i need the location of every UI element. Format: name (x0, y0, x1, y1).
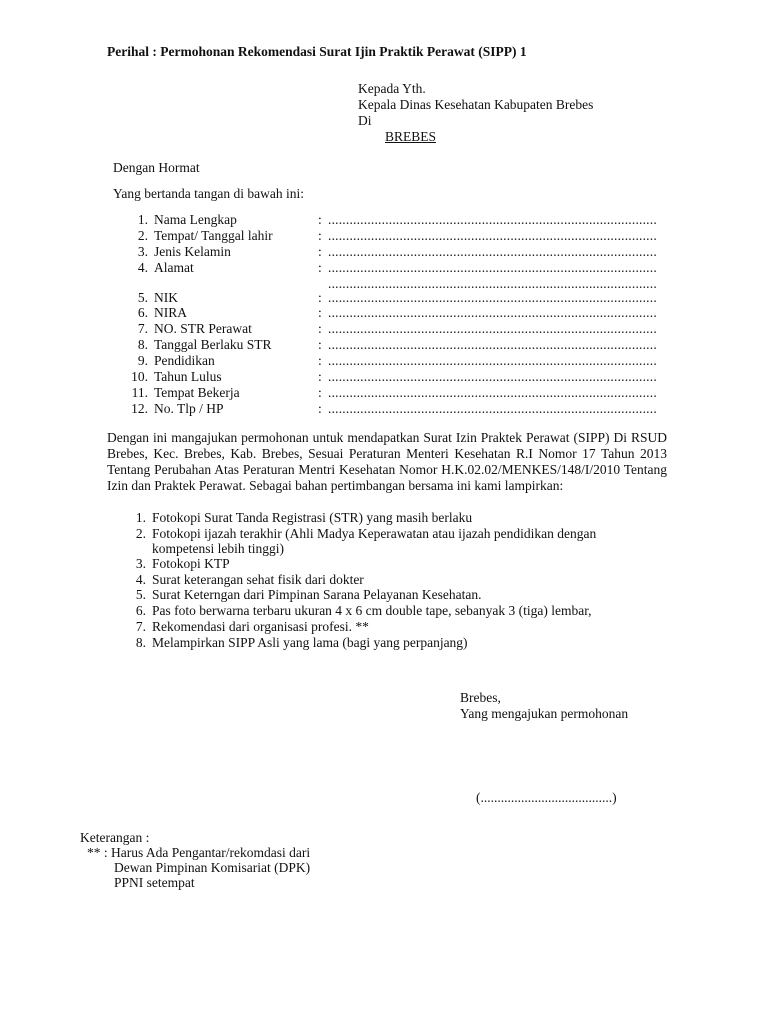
field-row: 5. NIK : ............................................................................................ (137, 290, 657, 305)
field-label: NIRA (154, 305, 187, 320)
list-item: 6. Pas foto berwarna terbaru ukuran 4 x 6 cm double tape, sebanyak 3 (tiga) lembar, (135, 603, 592, 618)
signature-role: Yang mengajukan permohonan (460, 706, 629, 721)
field-row: 3. Jenis Kelamin : ............................................................................................ (137, 244, 657, 259)
field-row: 6. NIRA : ............................................................................................ (137, 305, 657, 320)
field-label: Pendidikan (154, 353, 215, 368)
list-item: 4. Surat keterangan sehat fisik dari dokter (135, 572, 364, 587)
field-row: 10. Tahun Lulus : ............................................................................................ (131, 369, 657, 384)
field-row: 8. Tanggal Berlaku STR : ............................................................................................ (137, 337, 657, 352)
field-blank[interactable]: ............................................................................................ (328, 305, 657, 320)
list-item: 1. Fotokopi Surat Tanda Registrasi (STR) yang masih berlaku (135, 510, 473, 525)
list-item-continuation: kompetensi lebih tinggi) (152, 541, 284, 556)
field-blank[interactable]: ............................................................................................ (328, 212, 657, 227)
field-label: Nama Lengkap (154, 212, 237, 227)
request-paragraph: Dengan ini mangajukan permohonan untuk mendapatkan Surat Izin Praktek Perawat (SIPP) Di RSUD Brebes, Kec. Brebes, Kab. Brebes, Sesuai Peraturan Menteri Kesehatan R.I Nomor 17 Tahun 2013 Tentang Perubahan Atas Peraturan Mentri Kesehatan Nomor H.K.02.02/MENKES/148/I/2010 Tentang Izin dan Praktek Perawat. Sebagai bahan pertimbangan bersama ini kami lampirkan: (107, 430, 667, 493)
field-blank[interactable]: ............................................................................................ (328, 401, 657, 416)
field-blank[interactable]: ............................................................................................ (328, 276, 657, 291)
field-row: 7. NO. STR Perawat : ............................................................................................ (137, 321, 657, 336)
field-label: Tanggal Berlaku STR (154, 337, 272, 352)
subject-line: Perihal : Permohonan Rekomendasi Surat Ijin Praktik Perawat (SIPP) 1 (107, 44, 527, 59)
field-row: 2. Tempat/ Tanggal lahir : ............................................................................................ (137, 228, 657, 243)
signature-name-blank[interactable]: (.......................................) (476, 790, 617, 805)
field-row: 1. Nama Lengkap : ............................................................................................ (137, 212, 657, 227)
recipient-city: BREBES (385, 129, 437, 144)
field-blank[interactable]: ............................................................................................ (328, 353, 657, 368)
field-label: Tahun Lulus (154, 369, 222, 384)
recipient-line-3: Di (358, 113, 372, 128)
notes-line-2: Dewan Pimpinan Komisariat (DPK) (114, 860, 311, 875)
field-row: 4. Alamat : ............................................................................................ (137, 260, 657, 275)
list-item: 7. Rekomendasi dari organisasi profesi. ** (135, 619, 369, 634)
notes-line-3: PPNI setempat (114, 875, 195, 890)
recipient-line-2: Kepala Dinas Kesehatan Kabupaten Brebes (358, 97, 594, 112)
field-label: Jenis Kelamin (154, 244, 231, 259)
field-blank[interactable]: ............................................................................................ (328, 337, 657, 352)
field-blank[interactable]: ............................................................................................ (328, 290, 657, 305)
greeting: Dengan Hormat (113, 160, 200, 175)
list-item: 8. Melampirkan SIPP Asli yang lama (bagi yang perpanjang) (135, 635, 468, 650)
field-blank[interactable]: ............................................................................................ (328, 385, 657, 400)
field-label: Tempat Bekerja (154, 385, 240, 400)
field-row: 9. Pendidikan : ............................................................................................ (137, 353, 657, 368)
field-label: Tempat/ Tanggal lahir (154, 228, 273, 243)
signature-place: Brebes, (460, 690, 501, 705)
intro-text: Yang bertanda tangan di bawah ini: (113, 186, 304, 201)
notes-line-1: ** : Harus Ada Pengantar/rekomdasi dari (87, 845, 311, 860)
field-blank[interactable]: ............................................................................................ (328, 369, 657, 384)
list-item: 3. Fotokopi KTP (135, 556, 230, 571)
field-blank[interactable]: ............................................................................................ (328, 260, 657, 275)
notes-title: Keterangan : (80, 830, 150, 845)
list-item: 5. Surat Keterngan dari Pimpinan Sarana Pelayanan Kesehatan. (135, 587, 482, 602)
field-blank[interactable]: ............................................................................................ (328, 244, 657, 259)
field-blank[interactable]: ............................................................................................ (328, 321, 657, 336)
field-label: NO. STR Perawat (154, 321, 252, 336)
field-label: NIK (154, 290, 178, 305)
field-blank[interactable]: ............................................................................................ (328, 228, 657, 243)
field-label: Alamat (154, 260, 194, 275)
field-row: 12. No. Tlp / HP : ............................................................................................ (131, 401, 657, 416)
field-label: No. Tlp / HP (154, 401, 224, 416)
list-item: 2. Fotokopi ijazah terakhir (Ahli Madya Keperawatan atau ijazah pendidikan dengan (135, 526, 597, 541)
field-row: 11. Tempat Bekerja : ............................................................................................ (131, 385, 657, 400)
recipient-line-1: Kepada Yth. (358, 81, 426, 96)
